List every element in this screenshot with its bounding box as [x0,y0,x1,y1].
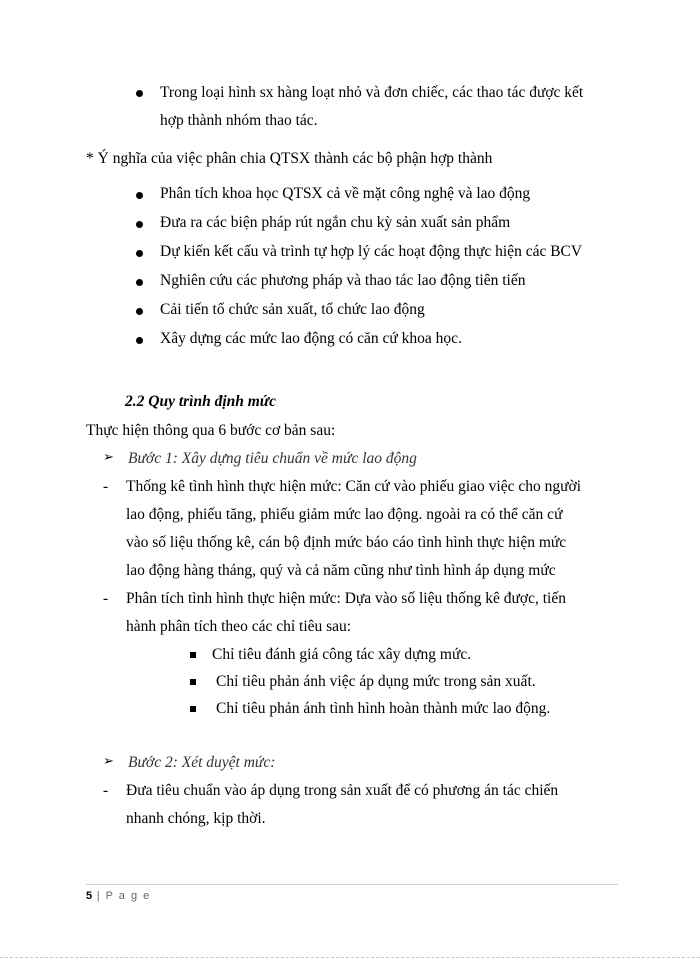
step-1-para-1-line: vào số liệu thống kê, cán bộ định mức báo cáo tình hình thực hiện mức [126,534,567,551]
step-1-para-1-line: Thống kê tình hình thực hiện mức: Căn cứ vào phiếu giao việc cho người [126,478,582,495]
criteria-item: Chỉ tiêu phản ánh tình hình hoàn thành mức lao động. [216,700,551,717]
page-number: 5 [86,890,93,902]
step-1-title: Bước 1: Xây dựng tiêu chuẩn về mức lao động [128,450,417,467]
meaning-item: Đưa ra các biện pháp rút ngắn chu kỳ sản xuất sản phẩm [160,214,511,231]
section-heading: 2.2 Quy trình định mức [125,393,276,410]
page-label: | P a g e [96,890,151,902]
top-bullet-line-2: hợp thành nhóm thao tác. [160,112,318,129]
page-footer [86,890,151,902]
dash-bullet: - [103,478,109,495]
step-1-para-2-line: hành phân tích theo các chỉ tiêu sau: [126,618,352,635]
meaning-item: Xây dựng các mức lao động có căn cứ khoa học. [160,330,462,347]
step-2-title: Bước 2: Xét duyệt mức: [128,754,276,771]
step-1-para-2-line: Phân tích tình hình thực hiện mức: Dựa vào số liệu thống kê được, tiến [126,590,566,607]
arrowhead-bullet-icon: ➢ [103,450,114,465]
meaning-item: Nghiên cứu các phương pháp và thao tác lao động tiên tiến [160,272,526,289]
square-bullet-icon [190,706,196,712]
meaning-heading: * Ý nghĩa của việc phân chia QTSX thành các bộ phận hợp thành [86,150,493,167]
meaning-item: Phân tích khoa học QTSX cả về mặt công nghệ và lao động [160,185,531,202]
intro-text: Thực hiện thông qua 6 bước cơ bản sau: [86,422,336,439]
criteria-item: Chỉ tiêu phản ánh việc áp dụng mức trong sản xuất. [216,673,536,690]
step-2-para-line: Đưa tiêu chuẩn vào áp dụng trong sản xuất để có phương án tác chiến [126,782,559,799]
step-2-para-line: nhanh chóng, kịp thời. [126,810,266,827]
square-bullet-icon [190,652,196,658]
criteria-item: Chỉ tiêu đánh giá công tác xây dựng mức. [212,646,472,663]
step-1-para-1-line: lao động, phiếu tăng, phiếu giảm mức lao động. ngoài ra có thể căn cứ [126,506,563,523]
arrowhead-bullet-icon: ➢ [103,754,114,769]
bullet-icon [136,250,143,257]
bullet-icon [136,337,143,344]
meaning-item: Dự kiến kết cấu và trình tự hợp lý các hoạt động thực hiện các BCV [160,243,583,260]
bullet-icon [136,221,143,228]
top-bullet-line-1: Trong loại hình sx hàng loạt nhỏ và đơn chiếc, các thao tác được kết [160,84,584,101]
footer-divider [86,884,618,885]
dash-bullet: - [103,782,109,799]
square-bullet-icon [190,679,196,685]
page-break-line [0,957,700,958]
bullet-icon [136,90,143,97]
bullet-icon [136,279,143,286]
bullet-icon [136,308,143,315]
meaning-item: Cải tiến tổ chức sản xuất, tổ chức lao động [160,301,425,318]
step-1-para-1-line: lao động hàng tháng, quý và cả năm cũng như tình hình áp dụng mức [126,562,556,579]
dash-bullet: - [103,590,109,607]
bullet-icon [136,192,143,199]
